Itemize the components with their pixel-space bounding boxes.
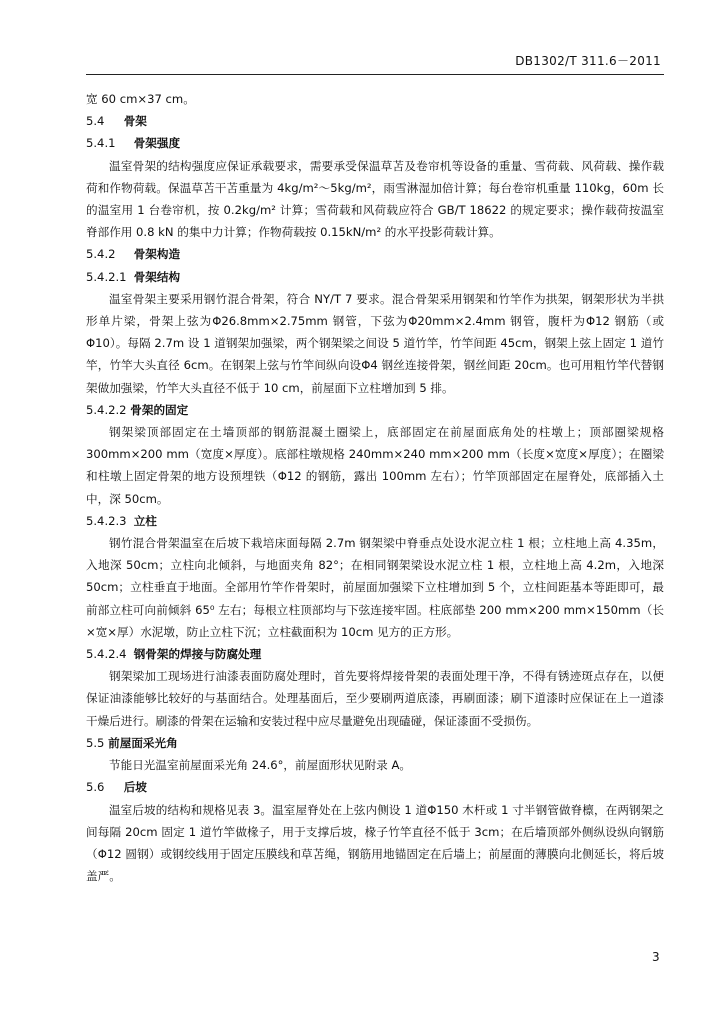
- section-5-6-body: 温室后坡的结构和规格见表 3。温室屋脊处在上弦内侧设 1 道Φ150 木杆或 1 寸半钢管做脊檩，在两钢架之间每隔 20cm 固定 1 道竹竿做椽子，用于支撑后坡，椽子竹竿直径不低于 3cm；在后墙顶部外侧纵设纵向钢筋（Φ12 圆钢）或钢绞线用于固定压膜线和草苫绳，钢筋用地锚固定在后墙上；前屋面的薄膜向北侧延长，将后坡盖严。: [86, 802, 664, 884]
- section-title: 钢骨架的焊接与防腐处理: [133, 647, 262, 662]
- section-title: 后坡: [123, 780, 147, 795]
- section-5-5-heading: [86, 732, 664, 754]
- section-number: 5.4.2.4: [86, 647, 127, 662]
- section-5-4-2-3-body: 钢竹混合骨架温室在后坡下栽培床面每隔 2.7m 钢架梁中脊垂点处设水泥立柱 1 根；立柱地上高 4.35m，入地深 50cm；立柱向北倾斜，与地面夹角 82°；在相同钢架梁设水泥立柱 1 根，立柱地上高 4.2m，入地深 50cm；立柱垂直于地面。全部用竹竿作骨架时，前屋面加强梁下立柱增加到 5 个，立柱间距基本等距即可，最前部立柱可向前倾斜 65⁰ 左右；每根立柱顶部均与下弦连接牢固。柱底部垫 200 mm×200 mm×150mm（长×宽×厚）水泥墩，防止立柱下沉；立柱截面积为 10cm 见方的正方形。: [86, 536, 664, 639]
- section-5-4-2-3-heading: [86, 510, 664, 532]
- page-number: 3: [652, 950, 660, 964]
- section-5-5-body: 节能日光温室前屋面采光角 24.6°，前屋面形状见附录 A。: [109, 758, 411, 773]
- section-title: 骨架结构: [133, 269, 181, 284]
- section-5-4-2-2-body: 钢架梁顶部固定在土墙顶部的钢筋混凝土圈梁上，底部固定在前屋面底角处的柱墩上；顶部圈梁规格 300mm×200 mm（宽度×厚度）。底部柱墩规格 240mm×240 mm×200 mm（长度×宽度×厚度）；在圈梁和柱墩上固定骨架的地方设预埋铁（Φ12 的钢筋，露出 100mm 左右）；竹竿顶部固定在屋脊处，底部插入土中，深 50cm。: [86, 425, 664, 506]
- section-number: 5.4.2.1: [86, 269, 127, 284]
- section-5-4-2-2-heading: [86, 399, 664, 421]
- section-5-4-2-4-heading: [86, 643, 664, 665]
- section-title: 骨架的固定: [130, 402, 189, 417]
- section-5-4-2-1-heading: [86, 266, 664, 288]
- header-divider: [86, 74, 664, 75]
- section-title: 骨架: [123, 114, 147, 129]
- section-5-4-2-4-body: 钢架梁加工现场进行油漆表面防腐处理时，首先要将焊接骨架的表面处理干净，不得有锈迹斑点存在，以便保证油漆能够比较好的与基面结合。处理基面后，至少要刷两道底漆，再刷面漆；刷下道漆时应保证在上一道漆干燥后进行。刷漆的骨架在运输和安装过程中应尽量避免出现磕碰，保证漆面不受损伤。: [86, 669, 664, 728]
- section-5-4-2-heading: [86, 243, 664, 265]
- section-5-4-1-heading: [86, 132, 664, 154]
- section-title: 骨架强度: [133, 136, 181, 151]
- section-number: 5.6: [86, 780, 105, 795]
- section-number: 5.5: [86, 735, 105, 750]
- document-id: DB1302/T 311.6－2011: [515, 54, 661, 68]
- section-title: 立柱: [133, 513, 157, 528]
- section-5-4-1-body: 温室骨架的结构强度应保证承载要求，需要承受保温草苫及卷帘机等设备的重量、雪荷载、风荷载、操作载荷和作物荷载。保温草苫干苫重量为 4kg/m²～5kg/m²，雨雪淋湿加倍计算；每台卷帘机重量 110kg，60m 长的温室用 1 台卷帘机，按 0.2kg/m² 计算；雪荷载和风荷载应符合 GB/T 18622 的规定要求；操作载荷按温室脊部作用 0.8 kN 的集中力计算；作物荷载按 0.15kN/m² 的水平投影荷载计算。: [86, 158, 664, 240]
- section-title: 骨架构造: [133, 247, 181, 262]
- intro-line: 宽 60 cm×37 cm。: [86, 92, 195, 106]
- section-title: 前屋面采光角: [108, 735, 178, 750]
- section-5-6-heading: [86, 776, 664, 798]
- section-5-4-heading: [86, 110, 664, 132]
- document-body: [86, 88, 664, 887]
- section-number: 5.4: [86, 114, 105, 129]
- section-number: 5.4.2.3: [86, 513, 127, 528]
- section-5-4-2-1-body: 温室骨架主要采用钢竹混合骨架，符合 NY/T 7 要求。混合骨架采用钢架和竹竿作为拱架，钢架形状为半拱形单片梁，骨架上弦为Φ26.8mm×2.75mm 钢管，下弦为Φ20mm×2.4mm 钢管，腹杆为Φ12 钢筋（或Φ10）。每隔 2.7m 设 1 道钢架加强梁，两个钢架梁之间设 5 道竹竿，竹竿间距 45cm，钢架上弦上固定 1 道竹竿，竹竿大头直径 6cm。在钢架上弦与竹竿间纵向设Φ4 钢丝连接骨架，钢丝间距 20cm。也可用粗竹竿代替钢架做加强梁，竹竿大头直径不低于 10 cm，前屋面下立柱增加到 5 排。: [86, 291, 664, 395]
- section-number: 5.4.2.2: [86, 402, 127, 417]
- section-number: 5.4.2: [86, 247, 116, 262]
- section-number: 5.4.1: [86, 136, 116, 151]
